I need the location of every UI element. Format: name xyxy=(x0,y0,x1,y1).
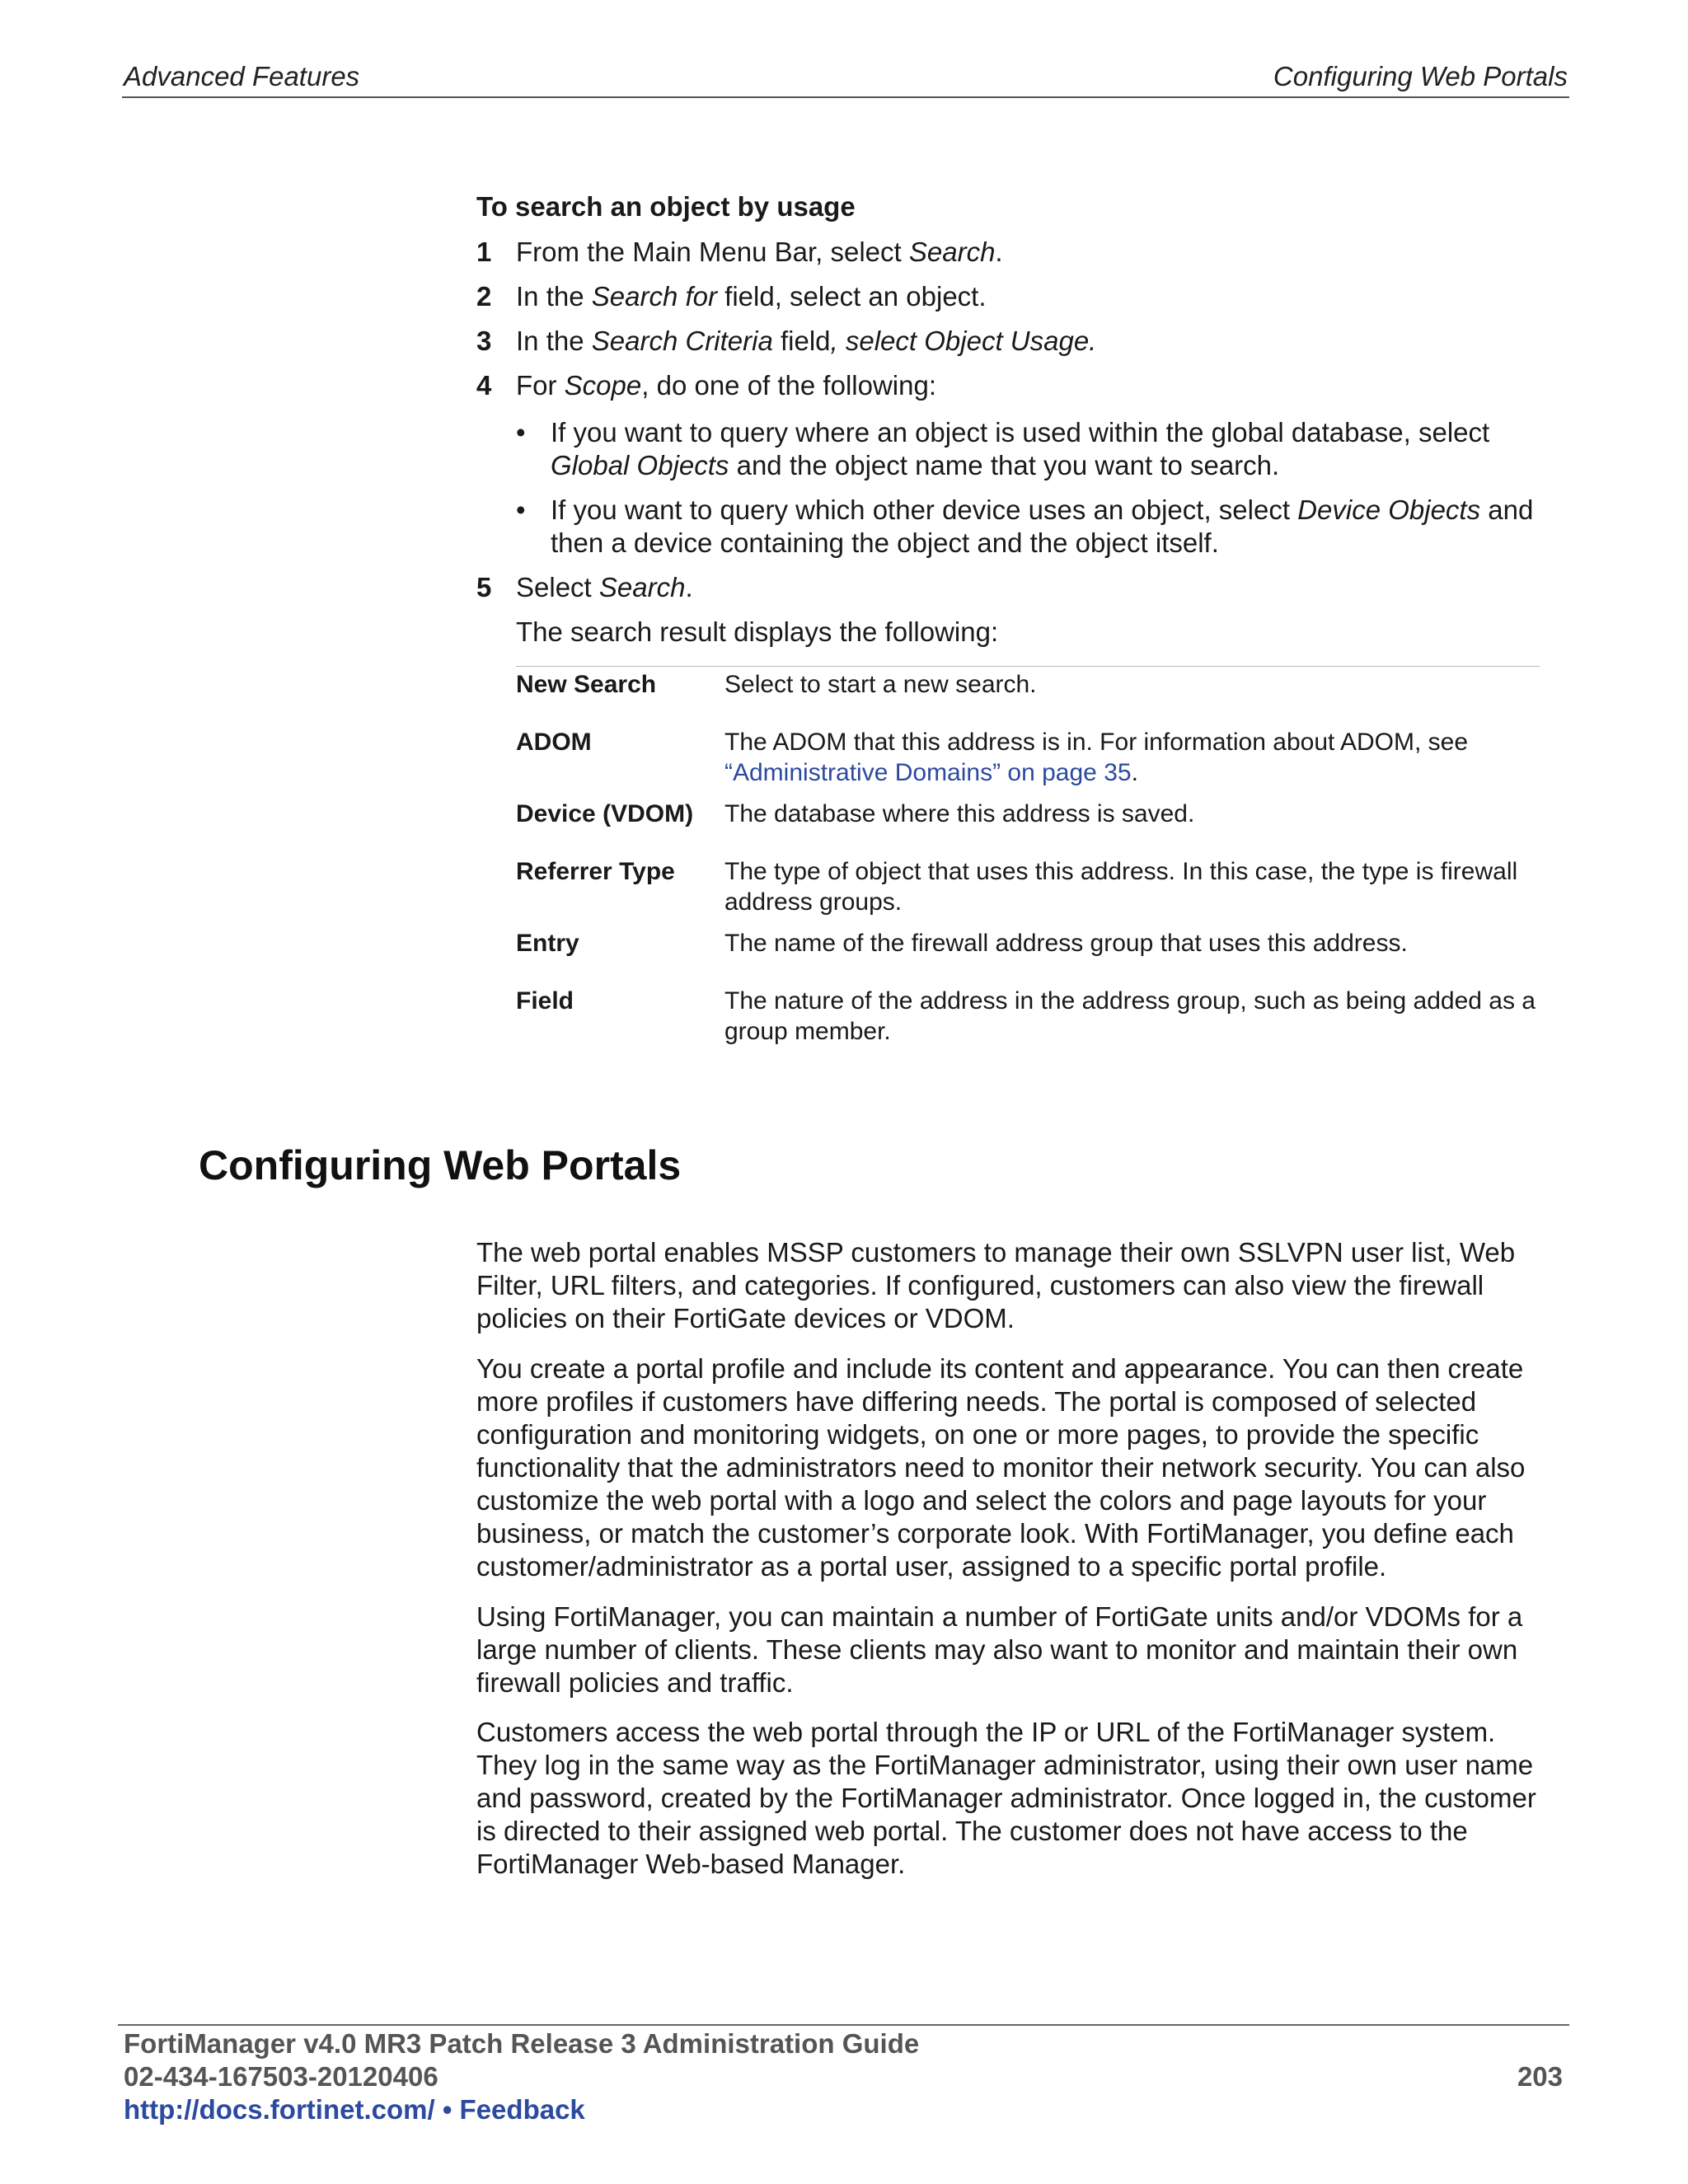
step-text: . xyxy=(685,572,693,602)
field-name: ADOM xyxy=(516,729,592,756)
docs-url-link[interactable]: http://docs.fortinet.com/ xyxy=(124,2094,435,2125)
bullet-text: and the object name that you want to search. xyxy=(729,450,1280,480)
description-text: . xyxy=(1131,759,1138,786)
step-ui-term: Search xyxy=(598,572,686,602)
step-2 xyxy=(476,280,987,313)
bullet-text: If you want to query which other device uses an object, select xyxy=(551,494,1298,525)
step-text: In the xyxy=(516,326,592,356)
step-3 xyxy=(476,325,1096,358)
step-ui-term: Search for xyxy=(591,281,717,312)
step-text: , do one of the following: xyxy=(641,370,936,401)
field-description: The name of the firewall address group that uses this address. xyxy=(724,930,1408,957)
result-intro: The search result displays the following: xyxy=(516,616,999,647)
step-text: For xyxy=(516,370,565,401)
bullet-marker: • xyxy=(516,494,526,525)
step-text: In the xyxy=(516,281,592,312)
footer-guide-title: FortiManager v4.0 MR3 Patch Release 3 Administration Guide xyxy=(124,2028,920,2059)
running-header-right: Configuring Web Portals xyxy=(1273,61,1568,91)
step-text: Select xyxy=(516,572,599,602)
section-paragraph: Using FortiManager, you can maintain a number of FortiGate units and/or VDOMs for a large number of clients. These clients may also want to monitor and maintain their own firewall policies and traffic. xyxy=(476,1601,1523,1698)
bullet-ui-term: Global Objects xyxy=(551,450,729,480)
step-ui-term: Search xyxy=(908,237,996,267)
field-name: Device (VDOM) xyxy=(516,800,694,827)
step-text: field xyxy=(772,326,831,356)
step-5 xyxy=(476,571,693,604)
field-name: Entry xyxy=(516,930,579,957)
field-name: New Search xyxy=(516,671,657,698)
section-paragraph: The web portal enables MSSP customers to manage their own SSLVPN user list, Web Filter, URL filters, and categories. If configured, customers can also view the firewall policies on their FortiGate devices or VDOM. xyxy=(476,1237,1516,1333)
running-header-left: Advanced Features xyxy=(124,61,360,91)
field-description: Select to start a new search. xyxy=(724,671,1037,698)
step-ui-term: Scope xyxy=(564,370,642,401)
feedback-link[interactable]: Feedback xyxy=(459,2094,585,2125)
section-paragraph: Customers access the web portal through the IP or URL of the FortiManager system. They log in the same way as the FortiManager administrator, using their own user name and password, created by the FortiManager administrator. Once logged in, the customer is directed to their assigned web portal. The customer does not have access to the FortiManager Web-based Manager. xyxy=(476,1717,1536,1879)
bullet-text: If you want to query where an object is used within the global database, select xyxy=(551,417,1490,448)
step-4 xyxy=(476,369,936,402)
description-text: The ADOM that this address is in. For information about ADOM, see xyxy=(724,729,1469,756)
section-paragraph: You create a portal profile and include its content and appearance. You can then create more profiles if customers have differing needs. The portal is composed of selected configuration and monitoring widgets, on one or more pages, to provide the specific functionality that the administrators need to monitor their network security. You can also customize the web portal with a logo and select the colors and page layouts for your business, or match the customer’s corporate look. With FortiManager, you define each customer/administrator as a portal user, assigned to a specific portal profile. xyxy=(476,1353,1526,1582)
step-1 xyxy=(476,236,1003,269)
step-ui-term: Search Criteria xyxy=(591,326,773,356)
field-name: Field xyxy=(516,987,574,1015)
page-number: 203 xyxy=(1517,2061,1563,2092)
step-text: field, select an object. xyxy=(716,281,987,312)
step-number: 4 xyxy=(476,370,492,401)
field-name: Referrer Type xyxy=(516,858,675,885)
step-ui-term: Object Usage. xyxy=(924,326,1097,356)
field-description: The database where this address is saved. xyxy=(724,800,1195,827)
header-divider xyxy=(122,96,1569,98)
field-description: The nature of the address in the address group, such as being added as a group member. xyxy=(724,987,1536,1045)
bullet-ui-term: Device Objects xyxy=(1297,494,1481,525)
table-top-rule xyxy=(516,666,1540,667)
footer-separator: • xyxy=(434,2094,460,2125)
section-heading: Configuring Web Portals xyxy=(199,1142,682,1188)
field-description: The type of object that uses this address. In this case, the type is firewall address groups. xyxy=(724,858,1518,916)
step-text: . xyxy=(995,237,1003,267)
bullet-global-objects xyxy=(516,416,1538,482)
bullet-text: and then a device containing the object and the object itself. xyxy=(551,494,1534,558)
step-number: 5 xyxy=(476,572,492,602)
procedure-title: To search an object by usage xyxy=(476,191,856,222)
step-text: , select xyxy=(830,326,925,356)
footer-divider xyxy=(118,2024,1569,2026)
step-number: 1 xyxy=(476,237,492,267)
footer-doc-id: 02-434-167503-20120406 xyxy=(124,2061,438,2092)
cross-reference-link[interactable]: “Administrative Domains” on page 35 xyxy=(724,759,1132,786)
step-number: 2 xyxy=(476,281,492,312)
bullet-device-objects xyxy=(516,494,1538,560)
step-text: From the Main Menu Bar, select xyxy=(516,237,909,267)
footer-links xyxy=(124,2094,585,2125)
step-number: 3 xyxy=(476,326,492,356)
field-description xyxy=(724,727,1549,788)
bullet-marker: • xyxy=(516,417,526,448)
